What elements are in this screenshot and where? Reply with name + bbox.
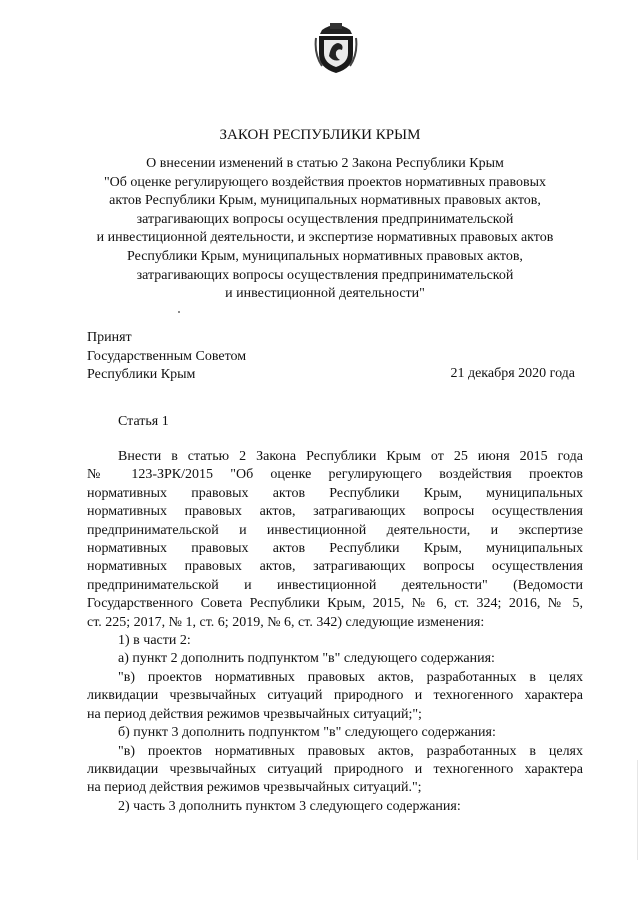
adoption-line: Республики Крым	[87, 367, 196, 382]
subtitle-line: "Об оценке регулирующего воздействия проектов нормативных правовых	[103, 174, 547, 190]
body-line: предпринимательской и инвестиционной деятельности" (Ведомости	[87, 577, 583, 593]
body-line: нормативных правовых актов Республики Крым, муниципальных	[87, 541, 583, 557]
body-line: "в) проектов нормативных правовых актов, разработанных в целях	[118, 669, 583, 685]
body-line: нормативных правовых актов, затрагивающих вопросы осуществления	[87, 504, 583, 520]
body-line: 1) в части 2:	[118, 633, 191, 649]
crimea-coat-of-arms-icon	[314, 20, 358, 74]
scan-speck	[178, 311, 180, 313]
subtitle-line: О внесении изменений в статью 2 Закона Республики Крым	[146, 156, 504, 171]
body-line: № 123-ЗРК/2015 "Об оценке регулирующего воздействия проектов	[87, 467, 583, 483]
subtitle-line: и инвестиционной деятельности, и экспертизе нормативных правовых актов	[96, 230, 554, 246]
body-line: Внести в статью 2 Закона Республики Крым от 25 июня 2015 года	[118, 449, 583, 464]
subtitle-line: Республики Крым, муниципальных нормативных правовых актов,	[127, 248, 523, 264]
subtitle-line: затрагивающих вопросы осуществления предпринимательской	[136, 211, 514, 227]
body-line: Государственного Совета Республики Крым, 2015, № 6, ст. 324; 2016, № 5,	[87, 596, 583, 612]
law-subtitle	[60, 155, 590, 304]
adoption-date: 21 декабря 2020 года	[450, 366, 575, 381]
body-line: на период действия режимов чрезвычайных ситуаций;";	[87, 706, 422, 722]
article-heading: Статья 1	[118, 414, 169, 429]
body-line: на период действия режимов чрезвычайных ситуаций.";	[87, 780, 422, 796]
body-line: а) пункт 2 дополнить подпунктом "в" следующего содержания:	[118, 651, 495, 667]
adoption-block	[87, 329, 246, 385]
article-body	[87, 448, 583, 816]
subtitle-line: затрагивающих вопросы осуществления предпринимательской	[136, 267, 514, 283]
subtitle-line: и инвестиционной деятельности"	[225, 286, 425, 302]
body-line: предпринимательской и инвестиционной деятельности, и экспертизе	[87, 522, 583, 538]
scan-edge-shadow	[637, 760, 638, 860]
body-line: 2) часть 3 дополнить пунктом 3 следующего содержания:	[118, 798, 461, 814]
body-line: ликвидации чрезвычайных ситуаций природного и техногенного характера	[87, 761, 583, 777]
body-line: ст. 225; 2017, № 1, ст. 6; 2019, № 6, ст. 342) следующие изменения:	[87, 614, 485, 630]
law-title: ЗАКОН РЕСПУБЛИКИ КРЫМ	[219, 127, 421, 143]
body-line: нормативных правовых актов, затрагивающих вопросы осуществления	[87, 559, 583, 575]
adoption-line: Государственным Советом	[87, 348, 247, 364]
body-line: нормативных правовых актов Республики Крым, муниципальных	[87, 485, 583, 501]
adoption-line: Принят	[87, 330, 132, 345]
body-line: ликвидации чрезвычайных ситуаций природного и техногенного характера	[87, 688, 583, 704]
subtitle-line: актов Республики Крым, муниципальных нормативных правовых актов,	[109, 193, 541, 209]
body-line: б) пункт 3 дополнить подпунктом "в" следующего содержания:	[118, 725, 496, 741]
body-line: "в) проектов нормативных правовых актов, разработанных в целях	[118, 743, 583, 759]
